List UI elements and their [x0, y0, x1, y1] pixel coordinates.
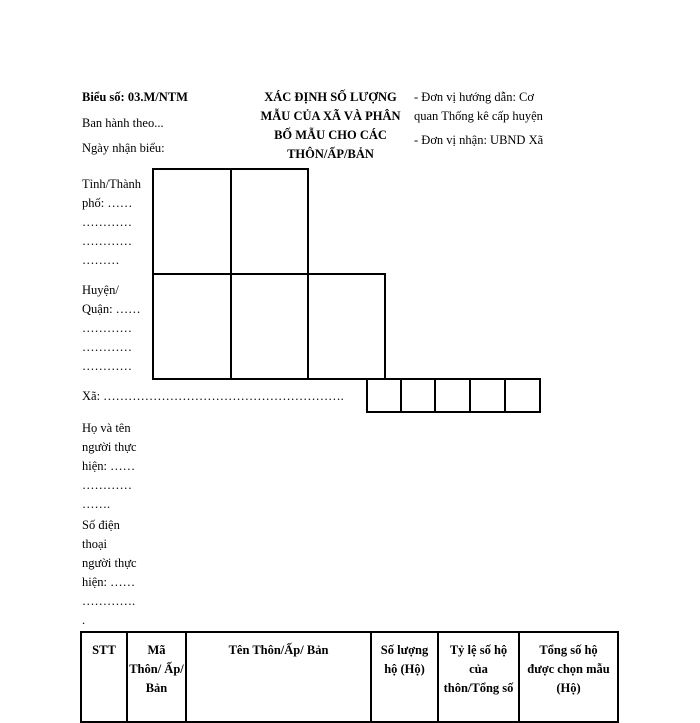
header-line: được chọn mẫu	[527, 662, 610, 676]
header-line: (Hộ)	[556, 681, 581, 695]
commune-label: Xã: ………………………………………………….	[82, 389, 344, 403]
guide-unit-line: - Đơn vị hướng dẫn: Cơ	[414, 90, 535, 104]
performer-line: …………	[82, 478, 132, 492]
header-line: Tên Thôn/Ấp/ Bản	[228, 643, 329, 657]
phone-line: thoại	[82, 537, 107, 551]
received-date: Ngày nhận biểu:	[82, 141, 165, 155]
table-header-row	[81, 632, 618, 722]
district-line: …………	[82, 321, 132, 335]
column-header-code	[127, 632, 186, 722]
province-code-divider	[230, 168, 232, 275]
commune-code-divider	[504, 378, 506, 413]
performer-line: hiện: ……	[82, 459, 136, 473]
district-code-divider	[307, 273, 309, 380]
column-header-sampled-households	[519, 632, 618, 722]
phone-line: hiện: ……	[82, 575, 136, 589]
province-line: ………	[82, 253, 120, 267]
district-code-boxes	[152, 273, 386, 380]
form-title-line: XÁC ĐỊNH SỐ LƯỢNG	[264, 90, 397, 104]
performer-line: người thực	[82, 440, 137, 454]
header-line: Tỷ lệ số hộ	[449, 643, 508, 657]
form-title-line: MẪU CỦA XÃ VÀ PHÂN	[260, 109, 401, 123]
header-line: Mã	[147, 643, 166, 657]
commune-code-divider	[400, 378, 402, 413]
district-line: …………	[82, 359, 132, 373]
header-line: STT	[92, 643, 116, 657]
commune-code-divider	[469, 378, 471, 413]
province-line: phố: ……	[82, 196, 133, 210]
province-line: …………	[82, 215, 132, 229]
guide-unit-line: quan Thống kê cấp huyện	[414, 109, 543, 123]
form-code: Biểu số: 03.M/NTM	[82, 90, 188, 104]
phone-line: Số điện	[82, 518, 120, 532]
form-title	[248, 88, 413, 164]
performer-line: Họ và tên	[82, 421, 131, 435]
header-line: Tổng số hộ	[539, 643, 598, 657]
issued-by: Ban hành theo...	[82, 116, 164, 130]
header-line: hộ (Hộ)	[384, 662, 425, 676]
column-header-household-count	[371, 632, 438, 722]
column-header-ratio	[438, 632, 519, 722]
column-header-stt	[81, 632, 127, 722]
commune-code-divider	[434, 378, 436, 413]
phone-label	[82, 516, 157, 630]
district-label	[82, 281, 157, 376]
form-title-line: THÔN/ẤP/BẢN	[287, 147, 374, 161]
receive-unit: - Đơn vị nhận: UBND Xã	[414, 133, 544, 147]
form-title-line: BỐ MẪU CHO CÁC	[274, 128, 387, 142]
header-line: Số lượng	[380, 643, 429, 657]
province-label	[82, 175, 157, 270]
district-line: …………	[82, 340, 132, 354]
header-line: của	[469, 662, 488, 676]
phone-line: .	[82, 613, 86, 627]
province-line: Tỉnh/Thành	[82, 177, 142, 191]
phone-line: người thực	[82, 556, 137, 570]
header-line: Thôn/ Ấp/	[129, 662, 184, 676]
phone-line: ………….	[82, 594, 136, 608]
header-line: Bản	[145, 681, 168, 695]
commune-code-boxes	[366, 378, 541, 413]
sample-allocation-table	[80, 631, 619, 723]
performer-label	[82, 419, 157, 514]
column-header-name	[186, 632, 371, 722]
header-line: thôn/Tổng số	[443, 681, 514, 695]
performer-line: …….	[82, 497, 111, 511]
province-line: …………	[82, 234, 132, 248]
district-line: Huyện/	[82, 283, 119, 297]
guide-unit	[414, 88, 543, 126]
district-code-divider	[230, 273, 232, 380]
district-line: Quận: ……	[82, 302, 141, 316]
